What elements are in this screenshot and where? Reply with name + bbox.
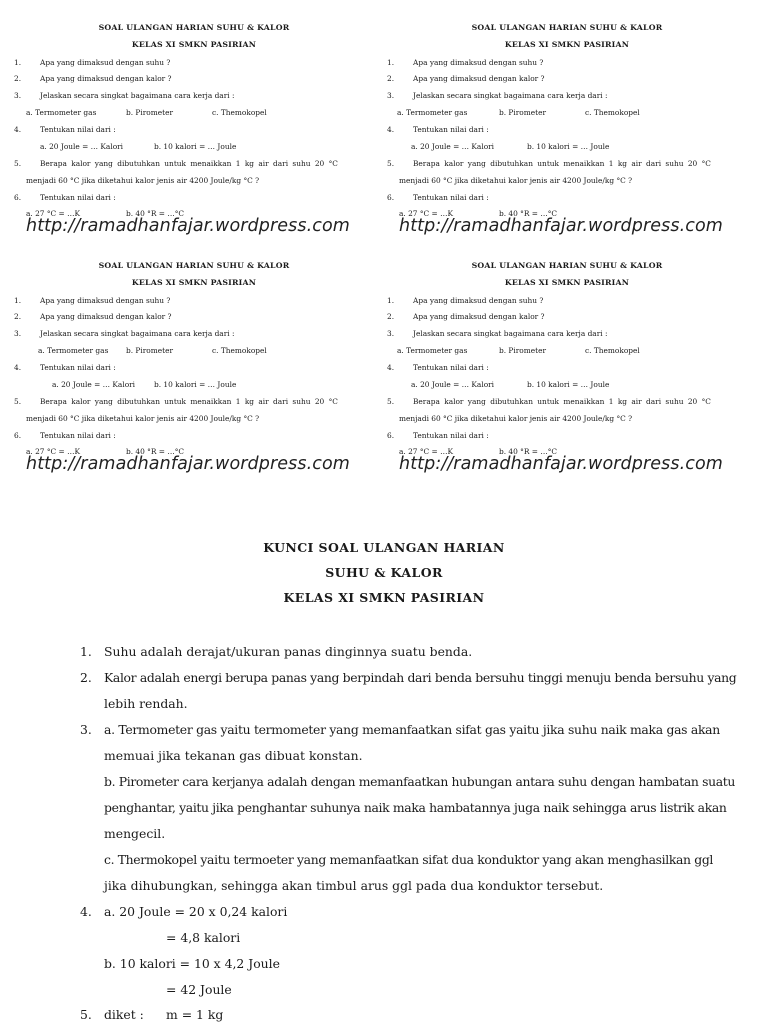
key-subtitle: SUHU & KALOR	[325, 565, 443, 580]
question-number: 2.	[14, 312, 22, 321]
question-1: Apa yang dimaksud dengan suhu ?	[413, 296, 544, 305]
question-6: Tentukan nilai dari :	[40, 431, 116, 440]
question-5: Berapa kalor yang dibutuhkan untuk menaikkan 1 kg air dari suhu 20 °C	[40, 397, 338, 406]
question-number: 4.	[387, 363, 395, 372]
option-3a: a. Termometer gas	[38, 346, 109, 355]
question-5: Berapa kalor yang dibutuhkan untuk menaikkan 1 kg air dari suhu 20 °C	[413, 159, 711, 168]
option-4a: a. 20 Joule = … Kalori	[52, 380, 136, 389]
answer-number: 3.	[80, 722, 92, 737]
watermark-url: http://ramadhanfajar.wordpress.com	[399, 454, 723, 474]
question-5: Berapa kalor yang dibutuhkan untuk menaikkan 1 kg air dari suhu 20 °C	[413, 397, 711, 406]
question-2: Apa yang dimaksud dengan kalor ?	[40, 74, 172, 83]
question-3: Jelaskan secara singkat bagaimana cara kerja dari :	[413, 329, 608, 338]
answer-number: 2.	[80, 670, 92, 685]
question-number: 3.	[387, 329, 395, 338]
option-3a: a. Termometer gas	[397, 346, 468, 355]
question-number: 1.	[14, 58, 22, 67]
question-5-cont: menjadi 60 °C jika diketahui kalor jenis air 4200 Joule/kg °C ?	[399, 414, 633, 423]
question-number: 2.	[387, 74, 395, 83]
answer-3a-cont: memuai jika tekanan gas dibuat konstan.	[104, 748, 363, 763]
answer-5-mass: m = 1 kg	[166, 1007, 224, 1022]
quiz-title: SOAL ULANGAN HARIAN SUHU & KALOR	[471, 23, 663, 32]
option-3b: b. Pirometer	[499, 346, 547, 355]
question-number: 1.	[14, 296, 22, 305]
answer-3b-cont: penghantar, yaitu jika penghantar suhunya naik maka hambatannya juga naik sehingga arus listrik akan	[104, 800, 727, 815]
question-number: 5.	[387, 397, 395, 406]
option-6b: b. 40 °R = …°C	[126, 447, 185, 456]
option-3c: c. Themokopel	[585, 346, 640, 355]
answer-4b: b. 10 kalori = 10 x 4,2 Joule	[104, 956, 280, 971]
answer-4a: a. 20 Joule = 20 x 0,24 kalori	[104, 904, 288, 919]
question-2: Apa yang dimaksud dengan kalor ?	[413, 74, 545, 83]
option-3c: c. Themokopel	[212, 346, 267, 355]
question-6: Tentukan nilai dari :	[40, 193, 116, 202]
question-4: Tentukan nilai dari :	[413, 363, 489, 372]
question-4: Tentukan nilai dari :	[413, 125, 489, 134]
question-number: 4.	[14, 363, 22, 372]
option-4b: b. 10 kalori = … Joule	[527, 142, 610, 151]
quiz-class: KELAS XI SMKN PASIRIAN	[131, 278, 257, 287]
watermark-url: http://ramadhanfajar.wordpress.com	[26, 454, 350, 474]
question-number: 5.	[14, 159, 22, 168]
option-3a: a. Termometer gas	[26, 108, 97, 117]
question-3: Jelaskan secara singkat bagaimana cara kerja dari :	[413, 91, 608, 100]
question-number: 6.	[387, 193, 395, 202]
question-5-cont: menjadi 60 °C jika diketahui kalor jenis air 4200 Joule/kg °C ?	[26, 176, 260, 185]
option-6a: a. 27 °C = …K	[399, 447, 454, 456]
option-6b: b. 40 °R = …°C	[126, 209, 185, 218]
question-3: Jelaskan secara singkat bagaimana cara kerja dari :	[40, 329, 235, 338]
quiz-title: SOAL ULANGAN HARIAN SUHU & KALOR	[98, 261, 290, 270]
option-3c: c. Themokopel	[212, 108, 267, 117]
answer-4b-result: = 42 Joule	[166, 982, 232, 997]
option-6b: b. 40 °R = …°C	[499, 447, 558, 456]
option-6a: a. 27 °C = …K	[26, 209, 81, 218]
question-number: 2.	[387, 312, 395, 321]
watermark-url: http://ramadhanfajar.wordpress.com	[399, 216, 723, 236]
question-4: Tentukan nilai dari :	[40, 125, 116, 134]
question-4: Tentukan nilai dari :	[40, 363, 116, 372]
answer-2-cont: lebih rendah.	[104, 696, 188, 711]
quiz-title: SOAL ULANGAN HARIAN SUHU & KALOR	[98, 23, 290, 32]
question-5-cont: menjadi 60 °C jika diketahui kalor jenis air 4200 Joule/kg °C ?	[26, 414, 260, 423]
option-3b: b. Pirometer	[499, 108, 547, 117]
option-3b: b. Pirometer	[126, 346, 174, 355]
question-number: 5.	[14, 397, 22, 406]
option-4a: a. 20 Joule = … Kalori	[411, 142, 495, 151]
answer-1: Suhu adalah derajat/ukuran panas dinginnya suatu benda.	[104, 644, 473, 659]
answer-4a-result: = 4,8 kalori	[166, 930, 241, 945]
answer-number: 1.	[80, 644, 92, 659]
answer-3c: c. Thermokopel yaitu termoeter yang memanfaatkan sifat dua konduktor yang akan menghasilkan ggl	[104, 852, 714, 867]
quiz-class: KELAS XI SMKN PASIRIAN	[504, 40, 630, 49]
option-3a: a. Termometer gas	[397, 108, 468, 117]
question-number: 4.	[14, 125, 22, 134]
key-title: KUNCI SOAL ULANGAN HARIAN	[263, 540, 505, 555]
question-2: Apa yang dimaksud dengan kalor ?	[413, 312, 545, 321]
question-number: 3.	[387, 91, 395, 100]
question-6: Tentukan nilai dari :	[413, 193, 489, 202]
option-4b: b. 10 kalori = … Joule	[154, 380, 237, 389]
option-4a: a. 20 Joule = … Kalori	[411, 380, 495, 389]
quiz-title: SOAL ULANGAN HARIAN SUHU & KALOR	[471, 261, 663, 270]
question-number: 6.	[387, 431, 395, 440]
answer-3b-cont2: mengecil.	[104, 826, 166, 841]
answer-3b: b. Pirometer cara kerjanya adalah dengan memanfaatkan hubungan antara suhu dengan hambatan suatu	[104, 774, 736, 789]
question-number: 6.	[14, 431, 22, 440]
question-3: Jelaskan secara singkat bagaimana cara kerja dari :	[40, 91, 235, 100]
question-5: Berapa kalor yang dibutuhkan untuk menaikkan 1 kg air dari suhu 20 °C	[40, 159, 338, 168]
option-3c: c. Themokopel	[585, 108, 640, 117]
question-number: 3.	[14, 329, 22, 338]
option-4a: a. 20 Joule = … Kalori	[40, 142, 124, 151]
answer-5-given: diket :	[104, 1007, 144, 1022]
question-number: 1.	[387, 296, 395, 305]
key-class: KELAS XI SMKN PASIRIAN	[283, 590, 485, 605]
question-1: Apa yang dimaksud dengan suhu ?	[40, 296, 171, 305]
quiz-class: KELAS XI SMKN PASIRIAN	[131, 40, 257, 49]
option-6a: a. 27 °C = …K	[399, 209, 454, 218]
answer-number: 5.	[80, 1007, 92, 1022]
question-number: 4.	[387, 125, 395, 134]
question-number: 6.	[14, 193, 22, 202]
option-3b: b. Pirometer	[126, 108, 174, 117]
answer-3c-cont: jika dihubungkan, sehingga akan timbul arus ggl pada dua konduktor tersebut.	[104, 878, 604, 893]
question-6: Tentukan nilai dari :	[413, 431, 489, 440]
answer-2: Kalor adalah energi berupa panas yang berpindah dari benda bersuhu tinggi menuju benda bersuhu yang	[104, 670, 737, 685]
watermark-url: http://ramadhanfajar.wordpress.com	[26, 216, 350, 236]
option-6a: a. 27 °C = …K	[26, 447, 81, 456]
answer-3a: a. Termometer gas yaitu termometer yang memanfaatkan sifat gas yaitu jika suhu naik maka gas akan	[104, 722, 720, 737]
quiz-class: KELAS XI SMKN PASIRIAN	[504, 278, 630, 287]
question-number: 2.	[14, 74, 22, 83]
option-4b: b. 10 kalori = … Joule	[527, 380, 610, 389]
question-1: Apa yang dimaksud dengan suhu ?	[413, 58, 544, 67]
question-number: 5.	[387, 159, 395, 168]
question-number: 3.	[14, 91, 22, 100]
option-6b: b. 40 °R = …°C	[499, 209, 558, 218]
option-4b: b. 10 kalori = … Joule	[154, 142, 237, 151]
question-number: 1.	[387, 58, 395, 67]
question-1: Apa yang dimaksud dengan suhu ?	[40, 58, 171, 67]
answer-number: 4.	[80, 904, 92, 919]
question-2: Apa yang dimaksud dengan kalor ?	[40, 312, 172, 321]
question-5-cont: menjadi 60 °C jika diketahui kalor jenis air 4200 Joule/kg °C ?	[399, 176, 633, 185]
